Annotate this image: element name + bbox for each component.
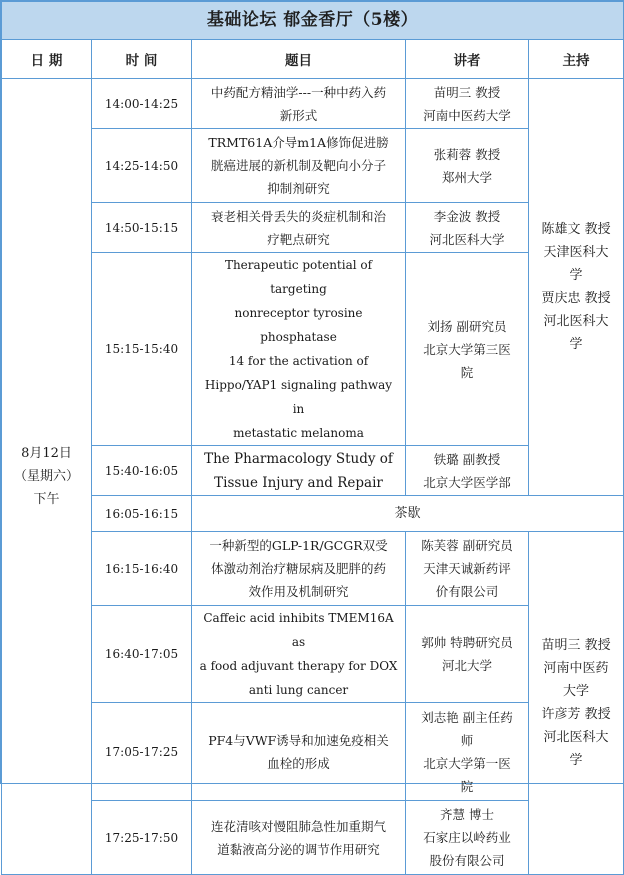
forum-title: 基础论坛 郁金香厅（5楼） [2, 2, 624, 40]
table-row-break [2, 496, 624, 532]
speaker-line: 石家庄以岭药业 [423, 830, 511, 845]
speaker-cell [406, 801, 529, 875]
header-time: 时 间 [92, 40, 192, 79]
speaker-line: 齐慧 博士 [440, 807, 494, 822]
topic-line: a food adjuvant therapy for DOX [199, 659, 398, 673]
speaker-cell [406, 79, 529, 129]
topic-cell [192, 703, 406, 801]
time-cell: 15:40-16:05 [92, 446, 192, 496]
header-host: 主持 [529, 40, 624, 79]
host-line: 学 [569, 337, 583, 352]
time-cell: 14:25-14:50 [92, 129, 192, 203]
host-line: 苗明三 教授 [541, 638, 611, 653]
topic-cell [192, 446, 406, 496]
speaker-cell [406, 253, 529, 446]
header-speaker: 讲者 [406, 40, 529, 79]
speaker-line: 河南中医药大学 [423, 107, 511, 123]
host-line: 贾庆忠 教授 [541, 291, 611, 306]
topic-cell [192, 129, 406, 203]
speaker-line: 铁璐 副教授 [433, 451, 501, 467]
topic-cell [192, 532, 406, 606]
date-line: （星期六） [13, 469, 79, 484]
speaker-line: 股份有限公司 [429, 853, 505, 868]
topic-line: Therapeutic potential of targeting [224, 258, 373, 296]
topic-line: 14 for the activation of [228, 354, 369, 368]
host-line: 学 [569, 753, 583, 768]
time-cell: 17:25-17:50 [92, 801, 192, 875]
topic-cell [192, 253, 406, 446]
time-cell: 16:15-16:40 [92, 532, 192, 606]
host-line: 学 [569, 268, 583, 283]
time-cell: 15:15-15:40 [92, 253, 192, 446]
time-cell: 14:50-15:15 [92, 203, 192, 253]
topic-line: Hippo/YAP1 signaling pathway in [204, 378, 393, 416]
topic-cell [192, 203, 406, 253]
speaker-line: 天津天诚新药评 [423, 561, 511, 576]
topic-cell [192, 606, 406, 703]
topic-line: 道黏液高分泌的调节作用研究 [217, 841, 380, 857]
topic-line: 衰老相关骨丢失的炎症机制和治 [210, 208, 386, 224]
time-cell: 14:00-14:25 [92, 79, 192, 129]
date-line: 8月12日 [21, 446, 72, 461]
header-topic: 题目 [192, 40, 406, 79]
topic-line: TRMT61A介导m1A修饰促进膀 [208, 135, 389, 150]
speaker-line: 北京大学第三医 [423, 341, 511, 357]
host-cell [529, 79, 624, 496]
host-line: 河南中医药 [543, 661, 609, 676]
speaker-line: 刘扬 副研究员 [427, 318, 507, 334]
host-line: 河北医科大 [543, 730, 609, 745]
speaker-cell [406, 446, 529, 496]
header-row [2, 40, 624, 79]
speaker-line: 院 [460, 778, 474, 794]
topic-line: 连花清咳对慢阻肺急性加重期气 [210, 818, 386, 834]
time-cell: 16:05-16:15 [92, 496, 192, 532]
speaker-line: 郑州大学 [441, 169, 492, 185]
topic-line: 抑制剂研究 [267, 181, 330, 196]
topic-line: 效作用及机制研究 [248, 584, 349, 599]
topic-line: The Pharmacology Study of [204, 450, 393, 467]
topic-cell [192, 79, 406, 129]
topic-cell [192, 801, 406, 875]
speaker-line: 师 [460, 732, 474, 748]
speaker-cell [406, 129, 529, 203]
host-cell [529, 532, 624, 875]
topic-line: metastatic melanoma [233, 426, 364, 440]
speaker-cell [406, 703, 529, 801]
host-line: 陈雄文 教授 [541, 222, 611, 237]
topic-line: 胱癌进展的新机制及靶向小分子 [210, 158, 386, 173]
speaker-cell [406, 532, 529, 606]
topic-line: 血栓的形成 [267, 755, 330, 771]
speaker-line: 北京大学第一医 [423, 755, 511, 771]
speaker-line: 价有限公司 [435, 584, 499, 599]
time-cell: 17:05-17:25 [92, 703, 192, 801]
speaker-line: 陈芙蓉 副研究员 [421, 538, 513, 553]
speaker-cell [406, 203, 529, 253]
topic-line: 中药配方精油学---一种中药入药 [210, 84, 387, 100]
topic-line: 一种新型的GLP-1R/GCGR双受 [209, 538, 388, 553]
host-line: 许彦芳 教授 [541, 707, 611, 722]
date-line: 下午 [33, 492, 60, 507]
speaker-line: 院 [460, 364, 474, 380]
table-row [2, 79, 624, 129]
host-line: 大学 [563, 684, 590, 699]
topic-line: Caffeic acid inhibits TMEM16A as [203, 611, 394, 649]
speaker-line: 郭帅 特聘研究员 [421, 635, 513, 650]
topic-line: PF4与VWF诱导和加速免疫相关 [208, 732, 389, 748]
title-row [2, 2, 624, 40]
speaker-line: 刘志艳 副主任药 [421, 709, 513, 725]
speaker-line: 北京大学医学部 [423, 474, 511, 490]
topic-line: nonreceptor tyrosine phosphatase [234, 306, 363, 344]
time-cell: 16:40-17:05 [92, 606, 192, 703]
speaker-line: 河北医科大学 [429, 231, 505, 247]
topic-line: 体激动剂治疗糖尿病及肥胖的药 [210, 561, 386, 576]
table-row [2, 532, 624, 606]
topic-line: 新形式 [279, 107, 318, 123]
header-date: 日 期 [2, 40, 92, 79]
speaker-line: 苗明三 教授 [433, 84, 501, 100]
date-cell [2, 79, 92, 875]
host-line: 河北医科大 [543, 314, 609, 329]
tea-break: 茶歇 [192, 496, 624, 532]
host-line: 天津医科大 [543, 245, 609, 260]
speaker-cell [406, 606, 529, 703]
schedule-table [1, 1, 624, 875]
topic-line: anti lung cancer [248, 683, 349, 697]
speaker-line: 河北大学 [441, 658, 492, 673]
speaker-line: 张莉蓉 教授 [433, 146, 501, 162]
speaker-line: 李金波 教授 [433, 208, 501, 224]
topic-line: Tissue Injury and Repair [214, 474, 383, 491]
topic-line: 疗靶点研究 [267, 231, 330, 247]
